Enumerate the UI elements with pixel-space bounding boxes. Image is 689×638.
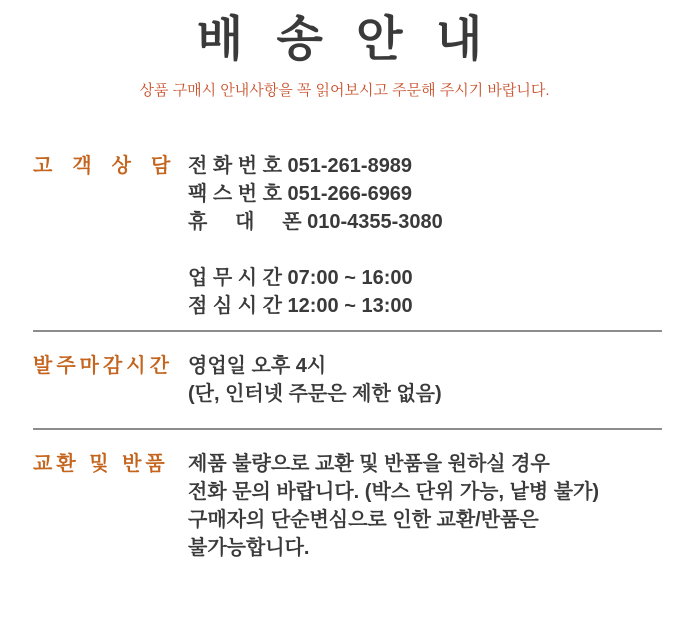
exchange-policy-line-4: 불가능합니다. — [188, 537, 310, 560]
order-deadline-lines — [188, 352, 442, 408]
section-label-customer-service: 고객상담 — [33, 155, 191, 178]
exchange-policy-line-1: 제품 불량으로 교환 및 반품을 원하실 경우 — [188, 453, 550, 476]
page-title: 배 송 안 내 — [196, 13, 493, 66]
phone-number-line: 전 화 번 호 051-261-8989 — [188, 155, 413, 178]
mobile-number-line: 휴 대 폰 010-4355-3080 — [188, 211, 443, 234]
page-subtitle: 상품 구매시 안내사항을 꼭 읽어보시고 주문해 주시기 바랍니다. — [139, 82, 550, 100]
exchange-return-lines — [188, 450, 599, 562]
section-label-order-deadline: 발주마감시간 — [33, 355, 173, 378]
deadline-line: 영업일 오후 4시 — [188, 355, 327, 378]
section-customer-service — [33, 152, 662, 320]
notice-content — [0, 152, 689, 562]
section-exchange-return — [33, 430, 662, 562]
spacer-line — [188, 236, 443, 264]
exchange-policy-line-3: 구매자의 단순변심으로 인한 교환/반품은 — [188, 509, 539, 532]
fax-number-line: 팩 스 번 호 051-266-6969 — [188, 183, 413, 206]
customer-service-lines — [188, 152, 443, 320]
deadline-note-line: (단, 인터넷 주문은 제한 없음) — [188, 383, 442, 406]
exchange-policy-line-2: 전화 문의 바랍니다. (박스 단위 가능, 낱병 불가) — [188, 481, 600, 504]
business-hours-line: 업 무 시 간 07:00 ~ 16:00 — [188, 267, 413, 290]
section-label-exchange-return: 교환 및 반품 — [33, 453, 169, 476]
section-order-deadline — [33, 332, 662, 428]
lunch-hours-line: 점 심 시 간 12:00 ~ 13:00 — [188, 295, 413, 318]
header — [0, 0, 689, 100]
